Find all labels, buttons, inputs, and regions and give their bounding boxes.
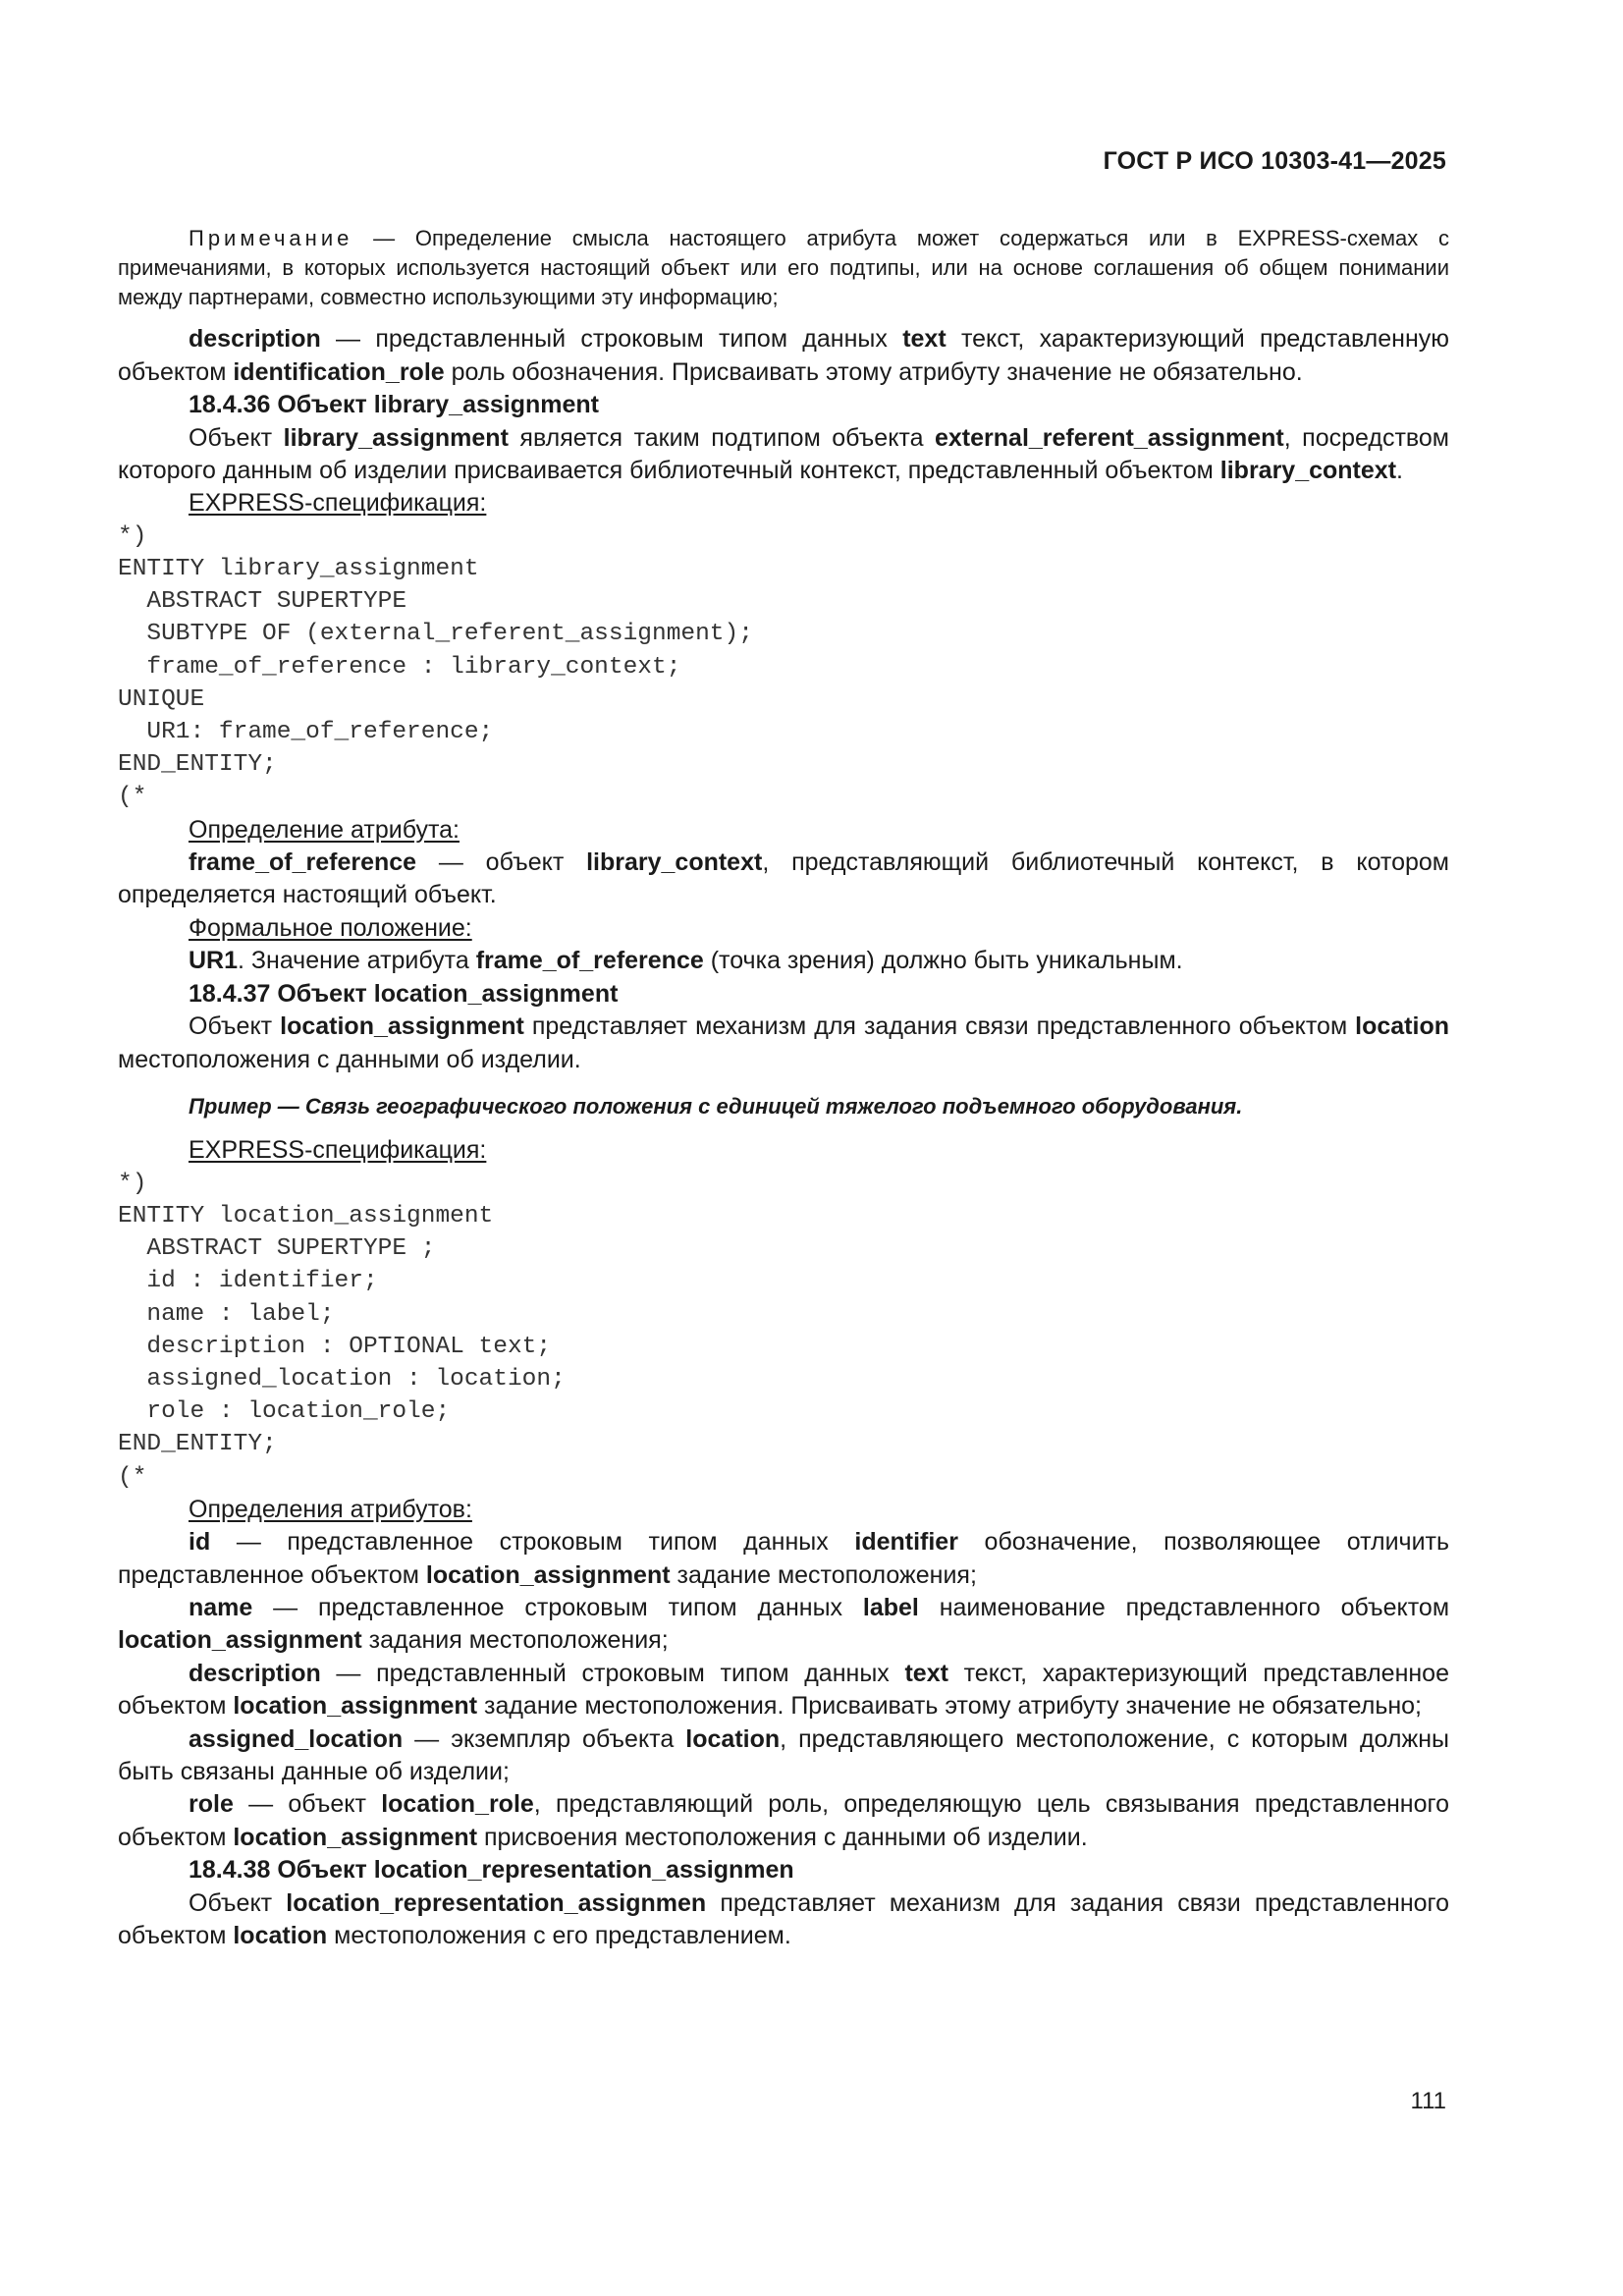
term: frame_of_reference <box>189 848 417 877</box>
express-label-text: EXPRESS-спецификация: <box>189 1136 487 1165</box>
formal-proposition <box>118 945 1449 977</box>
section-intro <box>118 422 1449 488</box>
text-run: Объект <box>189 1012 281 1041</box>
keyword: library_context <box>586 848 763 877</box>
text-run: текст, характеризующий представленное объектом <box>118 1659 1449 1721</box>
keyword: text <box>904 1659 948 1687</box>
attribute-definition <box>118 847 1449 912</box>
keyword: library_assignment <box>283 423 509 452</box>
text-run: , представляющий роль, определяющую цель связывания представленного объектом <box>118 1790 1449 1851</box>
attribute-definition-label-text: Определение атрибута: <box>189 815 460 844</box>
page-body <box>118 224 1449 1952</box>
keyword: location <box>685 1724 781 1753</box>
text-run: местоположения с данными об изделии. <box>118 1045 581 1073</box>
attribute-definition-label <box>118 814 1449 847</box>
keyword: identification_role <box>233 357 445 386</box>
term: assigned_location <box>189 1724 404 1753</box>
attribute-definitions-label <box>118 1494 1449 1526</box>
description-paragraph <box>118 323 1449 389</box>
attribute-definition <box>118 1658 1449 1723</box>
note-text: — Определение смысла настоящего атрибута может содержаться или в EXPRESS-схемах с примечаниями, в которых используется настоящий объект или его подтипы, или на основе соглашения об общем понимании между партнерами, совместно использующими эту информацию; <box>118 226 1449 309</box>
text-run: — экземпляр объекта <box>403 1724 686 1753</box>
text-run: Объект <box>189 423 284 452</box>
section-heading-18-4-37: 18.4.37 Объект location_assignment <box>189 979 619 1008</box>
keyword: location_representation_assignmen <box>286 1888 707 1917</box>
keyword: location_assignment <box>233 1823 478 1851</box>
document-header: ГОСТ Р ИСО 10303-41—2025 <box>1103 147 1446 175</box>
keyword: frame_of_reference <box>475 947 704 975</box>
keyword: library_context <box>1219 457 1397 485</box>
section-intro <box>118 1011 1449 1076</box>
text-run: задание местоположения. Присваивать этому атрибуту значение не обязательно; <box>477 1692 1422 1721</box>
formal-proposition-label <box>118 912 1449 945</box>
text-run: , представляющего местоположение, с которым должны быть связаны данные об изделии; <box>118 1724 1449 1785</box>
keyword: location_assignment <box>280 1012 524 1041</box>
example-paragraph: Пример — Связь географического положения с единицей тяжелого подъемного оборудования. <box>189 1093 1243 1119</box>
express-code-block: *) ENTITY location_assignment ABSTRACT SUPERTYPE ; id : identifier; name : label; description : OPTIONAL text; assigned_location : location; role : location_role; END_ENTITY; (* <box>118 1170 566 1491</box>
attribute-definition <box>118 1592 1449 1658</box>
text-run: (точка зрения) должно быть уникальным. <box>703 947 1183 975</box>
text-run: задания местоположения; <box>361 1626 669 1655</box>
text-run: — представленный строковым типом данных <box>320 1659 905 1687</box>
note-paragraph <box>118 224 1449 311</box>
text-run: текст, характеризующий представленную объектом <box>118 325 1450 386</box>
text-run: — объект <box>233 1790 382 1819</box>
text-run: — представленное строковым типом данных <box>210 1528 855 1557</box>
term: description <box>189 325 321 354</box>
text-run: — представленное строковым типом данных <box>252 1593 863 1621</box>
keyword: location_assignment <box>233 1692 478 1721</box>
attribute-definition <box>118 1788 1449 1854</box>
text-run: является таким подтипом объекта <box>508 423 935 452</box>
text-run: обозначение, позволяющее отличить представленное объектом <box>118 1528 1450 1589</box>
term: UR1 <box>189 947 239 975</box>
attribute-definition <box>118 1526 1449 1592</box>
text-run: — представленный строковым типом данных <box>320 325 903 354</box>
text-run: задание местоположения; <box>670 1560 977 1589</box>
text-run: . <box>1396 457 1403 485</box>
keyword: external_referent_assignment <box>935 423 1284 452</box>
keyword: identifier <box>854 1528 958 1557</box>
section-intro <box>118 1887 1449 1953</box>
keyword: label <box>862 1593 919 1621</box>
text-run: представляет механизм для задания связи представленного объектом <box>118 1888 1450 1950</box>
note-label: Примечание <box>189 226 353 250</box>
keyword: text <box>902 325 947 354</box>
keyword: location <box>1355 1012 1449 1041</box>
text-run: Объект <box>189 1888 287 1917</box>
text-run: . Значение атрибута <box>238 947 476 975</box>
text-run: наименование представленного объектом <box>918 1593 1450 1621</box>
formal-proposition-label-text: Формальное положение: <box>189 913 472 942</box>
section-heading-18-4-36: 18.4.36 Объект library_assignment <box>189 391 600 419</box>
text-run: роль обозначения. Присваивать этому атрибуту значение не обязательно. <box>444 357 1303 386</box>
text-run: , посредством которого данным об изделии присваивается библиотечный контекст, представленный объектом <box>118 423 1449 485</box>
keyword: location <box>233 1922 328 1950</box>
term: description <box>189 1659 321 1687</box>
express-label <box>118 1134 1449 1167</box>
attribute-definitions-label-text: Определения атрибутов: <box>189 1495 472 1523</box>
express-label-text: EXPRESS-спецификация: <box>189 489 487 518</box>
term: id <box>189 1528 211 1557</box>
express-code-block: *) ENTITY library_assignment ABSTRACT SUPERTYPE SUBTYPE OF (external_referent_assignment); frame_of_reference : library_context; UNIQUE UR1: frame_of_reference; END_ENTITY; (* <box>118 522 753 811</box>
text-run: представляет механизм для задания связи представленного объектом <box>523 1012 1356 1041</box>
section-heading-18-4-38: 18.4.38 Объект location_representation_assignmen <box>189 1856 794 1885</box>
text-run: присвоения местоположения с данными об изделии. <box>477 1823 1088 1851</box>
term: role <box>189 1790 234 1819</box>
text-run: местоположения с его представлением. <box>327 1922 791 1950</box>
text-run: — объект <box>416 848 587 877</box>
express-label <box>118 487 1449 519</box>
page-number: 111 <box>1410 2088 1446 2114</box>
attribute-definition <box>118 1723 1449 1789</box>
keyword: location_role <box>381 1790 534 1819</box>
keyword: location_assignment <box>425 1560 671 1589</box>
keyword: location_assignment <box>118 1626 362 1655</box>
term: name <box>189 1593 253 1621</box>
text-run: , представляющий библиотечный контекст, в котором определяется настоящий объект. <box>118 848 1449 909</box>
